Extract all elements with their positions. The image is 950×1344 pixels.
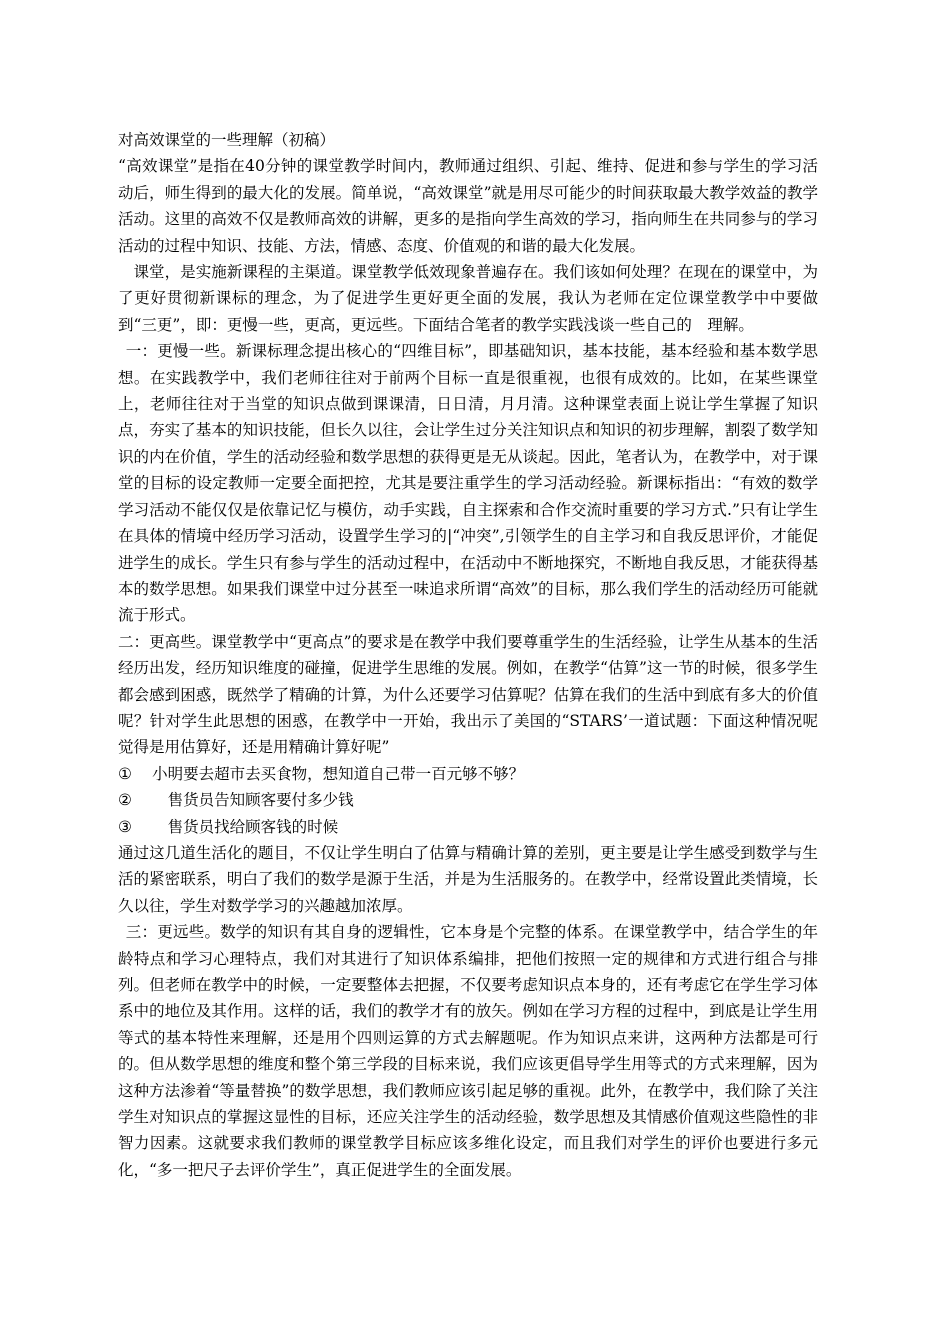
list-number: ② (118, 791, 132, 810)
list-text: 售货员告知顾客要付多少钱 (152, 791, 354, 810)
paragraph-summary: 通过这几道生活化的题目，不仅让学生明白了估算与精确计算的差别，更主要是让学生感受到数学与生活的紧密联系，明白了我们的数学是源于生活，并是为生活服务的。在教学中，经常设置此类情境，长久以往，学生对数学学习的兴趣越加浓厚。 (118, 843, 818, 915)
list-item (118, 787, 818, 813)
paragraph-intro: 课堂，是实施新课程的主渠道。课堂教学低效现象普遍存在。我们该如何处理？在现在的课堂中，为了更好贯彻新课标的理念，为了促进学生更好更全面的发展，我认为老师在定位课堂教学中中要做到“三更”，即：更慢一些，更高，更远些。下面结合笔者的教学实践浅谈一些自己的 理解。 (118, 263, 818, 334)
paragraph-definition: “高效课堂”是指在40分钟的课堂教学时间内，教师通过组织、引起、维持、促进和参与学生的学习活动后，师生得到的最大化的发展。简单说，“高效课堂”就是用尽可能少的时间获取最大教学效益的教学活动。这里的高效不仅是教师高效的讲解，更多的是指向学生高效的学习，指向师生在共同参与的学习活动的过程中知识、技能、方法，情感、态度、价值观的和谐的最大化发展。 (118, 157, 818, 255)
list-number: ③ (118, 817, 132, 836)
document-title: 对高效课堂的一些理解（初稿） (118, 131, 336, 149)
document-page (118, 127, 818, 1183)
list-text: 售货员找给顾客钱的时候 (152, 817, 339, 836)
paragraph-point-three: 三：更远些。数学的知识有其自身的逻辑性，它本身是个完整的体系。在课堂教学中，结合学生的年龄特点和学习心理特点，我们对其进行了知识体系编排，把他们按照一定的规律和方式进行组合与排列。但老师在教学中的时候，一定要整体去把握，不仅要考虑知识点本身的，还有考虑它在学生学习体系中的地位及其作用。这样的话，我们的教学才有的放矢。例如在学习方程的过程中，到底是让学生用等式的基本特性来理解，还是用个四则运算的方式去解题呢。作为知识点来讲，这两种方法都是可行的。但从数学思想的维度和整个第三学段的目标来说，我们应该更倡导学生用等式的方式来理解，因为这种方法渗着“等量替换”的数学思想，我们教师应该引起足够的重视。此外，在教学中，我们除了关注学生对知识点的掌握这显性的目标，还应关注学生的活动经验，数学思想及其情感价值观这些隐性的非智力因素。这就要求我们教师的课堂教学目标应该多维化设定，而且我们对学生的评价也要进行多元化，“多一把尺子去评价学生”，真正促进学生的全面发展。 (118, 923, 818, 1179)
list-item (118, 761, 818, 787)
paragraph-point-two: 二：更高些。课堂教学中“更高点”的要求是在教学中我们要尊重学生的生活经验，让学生从基本的生活经历出发，经历知识维度的碰撞，促进学生思维的发展。例如，在教学“估算”这一节的时候，很多学生都会感到困惑，既然学了精确的计算，为什么还要学习估算呢？估算在我们的生活中到底有多大的价值呢？针对学生此思想的困惑，在教学中一开始，我出示了美国的“STARS’一道试题：下面这种情况呢觉得是用估算好，还是用精确计算好呢” (118, 632, 818, 757)
list-item (118, 814, 818, 840)
paragraph-point-one: 一：更慢一些。新课标理念提出核心的“四维目标”，即基础知识，基本技能，基本经验和基本数学思想。在实践教学中，我们老师往往对于前两个目标一直是很重视，也很有成效的。比如，在某些课堂上，老师往往对于当堂的知识点做到课课清，日日清，月月清。这种课堂表面上说让学生掌握了知识点，夯实了基本的知识技能，但长久以往，会让学生过分关注知识点和知识的初步理解，割裂了数学知识的内在价值，学生的活动经验和数学思想的获得更是无从谈起。因此，笔者认为，在教学中，对于课堂的目标的设定教师一定要全面把控，尤其是要注重学生的学习活动经验。新课标指出：“有效的数学学习活动不能仅仅是依靠记忆与模仿，动手实践，自主探索和合作交流时重要的学习方式.”只有让学生在具体的情境中经历学习活动，设置学生学习的|“冲突”,引领学生的自主学习和自我反思评价，才能促进学生的成长。学生只有参与学生的活动过程中，在活动中不断地探究，不断地自我反思，才能获得基本的数学思想。如果我们课堂中过分甚至一味追求所谓“高效”的目标，那么我们学生的活动经历可能就流于形式。 (118, 342, 818, 625)
list-text: 小明要去超市去买食物，想知道自己带一百元够不够？ (152, 764, 525, 783)
list-number: ① (118, 764, 132, 783)
example-list (118, 761, 818, 840)
